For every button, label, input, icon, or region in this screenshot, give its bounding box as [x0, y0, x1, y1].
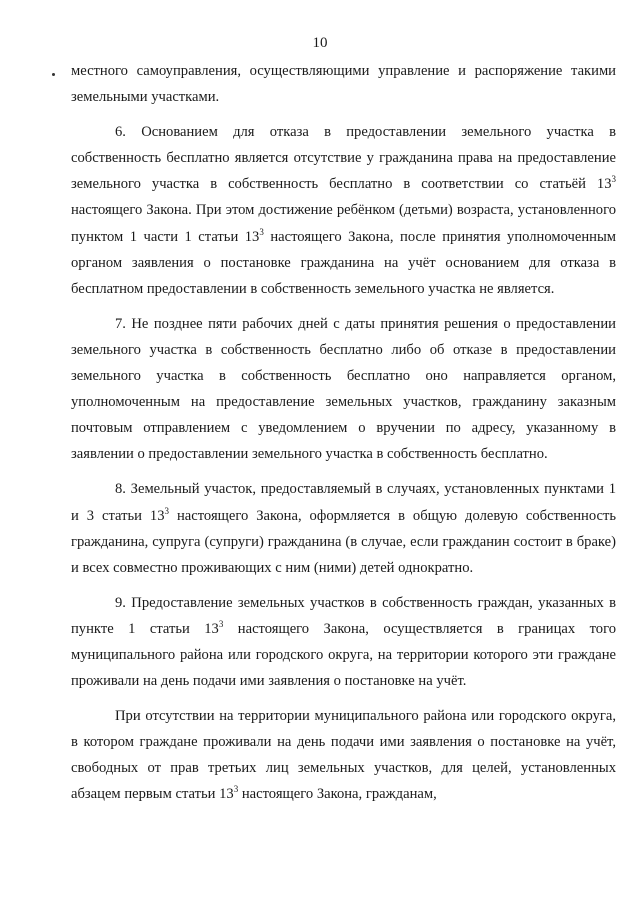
scan-speck	[52, 73, 55, 76]
page-number: 10	[312, 35, 328, 51]
paragraph-item-9-continued: При отсутствии на территории муниципального района или городского округа, в котором граждане проживали на день подачи ими заявления о постановке на учёт, свободных от прав третьих лиц земельных участков, для целей, установленных абзацем первым статьи $13^3$ настоящего Закона, гражданам,	[71, 708, 616, 803]
superscript: 3	[164, 505, 170, 516]
document-body	[71, 58, 616, 808]
paragraph-continuation: местного самоуправления, осуществляющими управление и распоряжение такими земельными участками.	[71, 63, 616, 106]
paragraph-item-6: 6. Основанием для отказа в предоставлении земельного участка в собственность бесплатно является отсутствие у гражданина права на предоставление земельного участка в собственность бесплатно в соответствии со статьёй $13^3$ настоящего Закона. При этом достижение ребёнком (детьми) возраста, установленного пунктом 1 части 1 статьи $13^3$ настоящего Закона, после принятия уполномоченным органом заявления о постановке гражданина на учёт основанием для отказа в бесплатном предоставлении в собственность земельного участка не является.	[71, 124, 616, 297]
superscript: 3	[611, 174, 616, 185]
paragraph-item-8: 8. Земельный участок, предоставляемый в случаях, установленных пунктами 1 и 3 статьи $13^3$ настоящего Закона, оформляется в общую долевую собственность гражданина, супруга (супруги) гражданина (в случае, если гражданин состоит в браке) и всех совместно проживающих с ним (ними) детей однократно.	[71, 481, 616, 576]
superscript: 3	[259, 226, 264, 237]
paragraph-item-7: 7. Не позднее пяти рабочих дней с даты принятия решения о предоставлении земельного участка в собственность бесплатно либо об отказе в предоставлении земельного участка в собственность бесплатно оно направляется органом, уполномоченным на предоставление земельных участков, гражданину заказным почтовым отправлением с уведомлением о вручении по адресу, указанному в заявлении о предоставлении земельного участка в собственность бесплатно.	[71, 315, 616, 463]
superscript: 3	[233, 784, 239, 795]
superscript: 3	[218, 618, 224, 629]
paragraph-item-9: 9. Предоставление земельных участков в собственность граждан, указанных в пункте 1 статьи $13^3$ настоящего Закона, осуществляется в границах того муниципального района или городского округа, на территории которого эти граждане проживали на день подачи ими заявления о постановке на учёт.	[71, 594, 616, 690]
